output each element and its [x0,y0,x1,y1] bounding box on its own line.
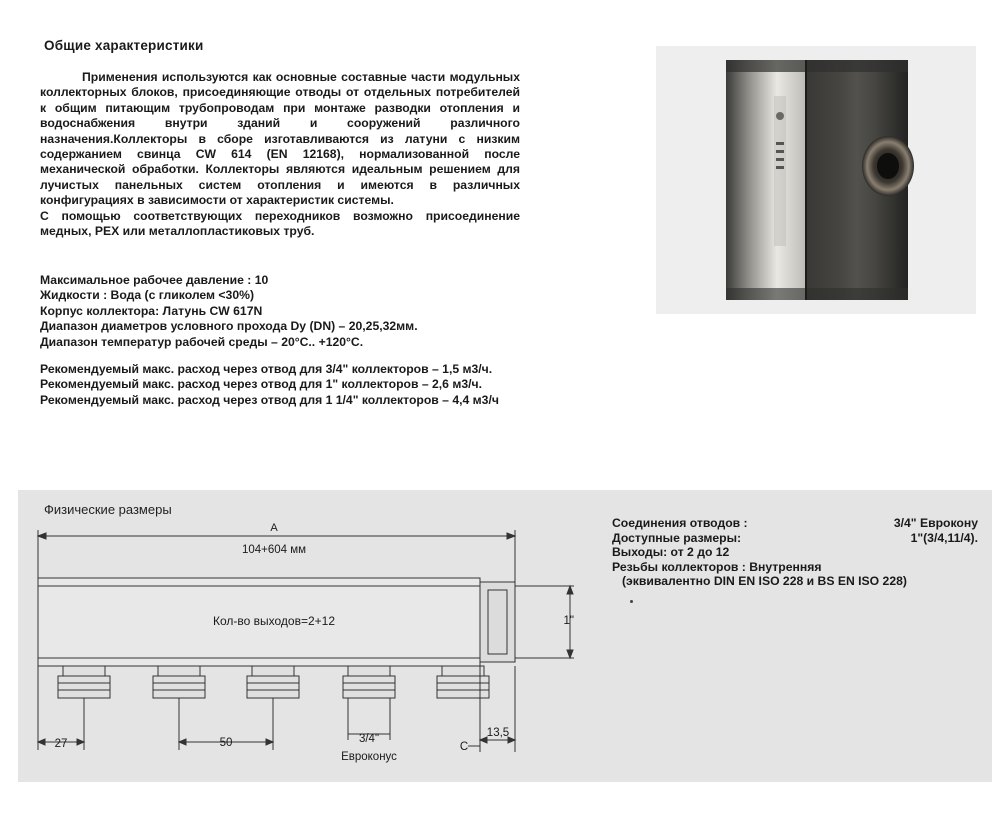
spec-item: Диапазон температур рабочей среды – 20°С.. +120°С. [40,334,364,349]
dim-50-label: 50 [219,737,233,749]
spec-item: Корпус коллектора: Латунь CW 617N [40,303,263,318]
standards-info: (эквивалентно DIN EN ISO 228 и BS EN ISO 228) [622,574,907,588]
spec-item: Жидкости : Вода (с гликолем <30%) [40,288,254,303]
flow-list [40,362,620,408]
spec-item: Максимальное рабочее давление : 10 [40,273,269,287]
dim-c-label: C [459,741,469,753]
spec-list [40,273,600,350]
dimensions-title: Физические размеры [44,502,172,517]
threads-info: Резьбы коллекторов : Внутренняя [612,559,822,574]
dim-13-5-label: 13,5 [486,727,510,739]
manifold-photo-image [656,46,976,314]
dim-27-label: 27 [54,738,68,750]
connection-info [612,516,978,589]
flow-item: Рекомендуемый макс. расход через отвод для 1" коллекторов – 2,6 м3/ч. [40,377,482,392]
manifold-drawing [18,490,618,782]
available-sizes-label: Доступные размеры: [612,530,742,545]
length-range-label: 104+604 мм [241,544,307,556]
description [40,70,520,239]
description-paragraph: С помощью соответствующих переходников возможно присоединение медных, PEX или металлопластиковых труб. [40,208,520,239]
description-paragraph: Применения используются как основные составные части модульных коллекторных блоков, присоединяющие отводы от отдельных потребителей к общим питающим трубопроводам при монтаже разводки отопления и водоснабжения внутри зданий и сооружений различного назначения.Коллекторы в сборе изготавливаются из латуни с низким содержанием свинца CW 614 (EN 12168), нормализованной после механической обработки. Коллекторы являются идеальным решением для лучистых панельных систем отопления и имеются в различных конфигурациях в зависимости от характеристик системы. [40,70,520,208]
available-sizes-row [612,531,978,546]
thread-type-label: Евроконус [341,751,397,763]
section-title: Общие характеристики [44,38,204,53]
flow-item: Рекомендуемый макс. расход через отвод для 1 1/4" коллекторов – 4,4 м3/ч [40,392,499,407]
outlets-count-label: Кол-во выходов=2+12 [212,614,336,628]
outlet-connections-label: Соединения отводов : [612,516,748,530]
height-label: 1" [563,615,574,627]
outlet-connections-row [612,516,978,531]
product-photo [656,46,976,314]
outlet-fittings [58,666,489,698]
outlet-connections-value: 3/4" Еврокону [893,516,978,530]
outputs-info: Выходы: от 2 до 12 [612,545,730,559]
spec-item: Диапазон диаметров условного прохода Dy (DN) – 20,25,32мм. [40,319,418,334]
thread-size-label: 3/4" [358,733,380,745]
available-sizes-value: 1"(3/4,11/4). [910,530,978,545]
bullet-dot-icon [630,600,633,603]
dimensions-panel [18,490,992,782]
flow-item: Рекомендуемый макс. расход через отвод для 3/4" коллекторов – 1,5 м3/ч. [40,362,493,376]
dim-a-label: A [270,522,278,534]
